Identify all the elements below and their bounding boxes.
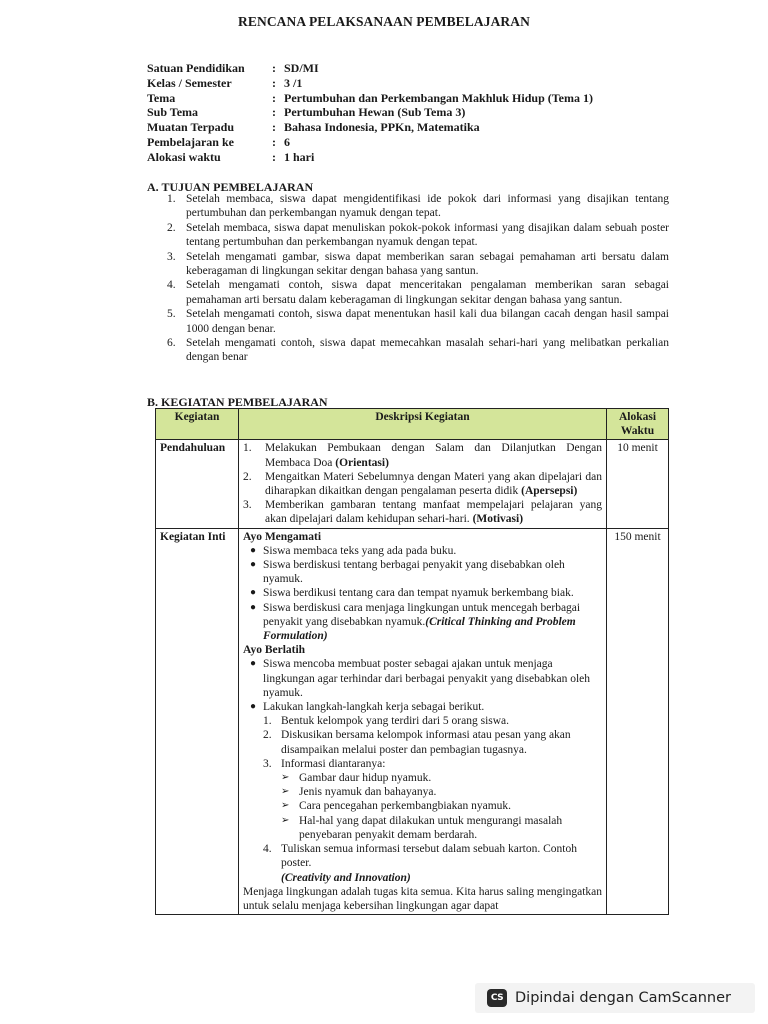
info-text: Hal-hal yang dapat dilakukan untuk mengurangi masalah penyebaran penyakit demam berdarah. — [299, 814, 563, 841]
list-item — [281, 799, 602, 813]
step-text: Informasi diantaranya: — [281, 757, 386, 770]
bullet-icon: ● — [249, 658, 257, 670]
camscanner-watermark — [475, 983, 755, 1013]
inti-description — [239, 528, 607, 914]
goal-text: Setelah mengamati contoh, siswa dapat menentukan hasil kali dua bilangan cacah dengan hasil sampai 1000 dengan benar. — [186, 308, 669, 335]
header-deskripsi: Deskripsi Kegiatan — [239, 409, 607, 440]
identity-key: Kelas / Semester — [147, 75, 232, 90]
goal-number: 3. — [167, 250, 176, 263]
goal-item — [167, 192, 669, 221]
header-kegiatan: Kegiatan — [156, 409, 239, 440]
identity-value: Pertumbuhan dan Perkembangan Makhluk Hidup (Tema 1) — [284, 90, 593, 105]
identity-colon: : — [272, 134, 276, 149]
list-item — [263, 714, 602, 728]
identity-row — [147, 150, 593, 165]
identity-value: Bahasa Indonesia, PPKn, Matematika — [284, 120, 480, 135]
bullet-icon: ● — [249, 587, 257, 599]
ayo-mengamati-heading: Ayo Mengamati — [243, 530, 322, 543]
creativity-tag: (Creativity and Innovation) — [281, 871, 411, 884]
identity-value: 6 — [284, 134, 290, 149]
identity-row — [147, 120, 593, 135]
list-item — [243, 441, 602, 469]
item-text — [263, 586, 602, 600]
item-text — [265, 470, 602, 498]
goal-text: Setelah mengamati contoh, siswa dapat memecahkan masalah sehari-hari yang melibatkan perkalian dengan benar — [186, 337, 669, 364]
step-text: Diskusikan bersama kelompok informasi atau pesan yang akan disampaikan melalui poster dan pembagian tugasnya. — [281, 729, 571, 756]
item-tag: (Orientasi) — [335, 456, 389, 469]
list-item — [243, 498, 602, 526]
goal-item — [167, 278, 669, 307]
identity-block — [147, 61, 593, 165]
goal-number: 4. — [167, 279, 176, 292]
identity-colon: : — [272, 75, 276, 90]
identity-colon: : — [272, 61, 276, 75]
item-body: Memberikan gambaran tentang manfaat mempelajari pelajaran yang akan dipelajari dalam kehidupan sehari-hari. — [265, 499, 602, 526]
identity-colon: : — [272, 149, 276, 164]
activities-table — [155, 408, 669, 915]
identity-colon: : — [272, 105, 276, 120]
item-body: Siswa berdiskusi tentang berbagai penyakit yang disebabkan oleh nyamuk. — [263, 559, 565, 586]
closing-paragraph: Menjaga lingkungan adalah tugas kita semua. Kita harus saling mengingatkan untuk selalu menjaga kebersihan lingkungan agar dapat — [243, 885, 602, 912]
info-text: Jenis nyamuk dan bahayanya. — [299, 786, 437, 799]
bullet-icon: ● — [249, 559, 257, 571]
goal-text: Setelah membaca, siswa dapat mengidentifikasi ide pokok dari informasi yang disajikan tentang pertumbuhan dan perkembangan nyamuk dengan tepat. — [186, 193, 669, 220]
step-number: 2. — [263, 729, 272, 742]
list-item — [263, 757, 602, 771]
pendahuluan-description — [239, 440, 607, 528]
list-item — [243, 558, 602, 586]
critical-thinking-tag: (Critical Thinking and Problem Formulation) — [263, 615, 576, 643]
row-label-inti: Kegiatan Inti — [156, 528, 239, 914]
info-text: Cara pencegahan perkembangbiakan nyamuk. — [299, 800, 512, 813]
goal-item — [167, 336, 669, 365]
item-tag: (Motivasi) — [472, 513, 524, 526]
item-body: Siswa berdikusi tentang cara dan tempat nyamuk berkembang biak. — [263, 587, 574, 600]
identity-colon: : — [272, 120, 276, 135]
list-item: ● Lakukan langkah-langkah kerja sebagai berikut. — [243, 700, 602, 714]
list-item — [243, 544, 602, 558]
item-tag: (Apersepsi) — [521, 485, 578, 498]
identity-key: Satuan Pendidikan — [147, 61, 245, 75]
arrow-bullet-icon: ➢ — [281, 772, 290, 784]
item-text — [263, 558, 602, 586]
header-alokasi: Alokasi Waktu — [607, 409, 669, 440]
identity-key: Pembelajaran ke — [147, 134, 234, 149]
item-number: 2. — [243, 470, 252, 483]
goal-item — [167, 307, 669, 336]
goal-text: Setelah mengamati gambar, siswa dapat memberikan saran sebagai pemahaman arti bersatu dalam keberagaman di lingkungan sekitar dengan bahasa yang santun. — [186, 250, 669, 278]
list-item: 4. Tuliskan semua informasi tersebut dalam sebuah karton. Contoh poster. — [263, 843, 577, 870]
table-row — [156, 440, 669, 528]
item-number: 1. — [243, 442, 252, 455]
bullet-icon: ● — [249, 601, 257, 613]
page-title: RENCANA PELAKSANAAN PEMBELAJARAN — [238, 14, 530, 29]
table-row — [156, 528, 669, 914]
list-item — [243, 470, 602, 498]
bullet-icon: ● — [249, 701, 257, 713]
goal-number: 1. — [167, 193, 176, 205]
identity-row — [147, 135, 593, 150]
step-number: 3. — [263, 757, 272, 770]
list-item — [263, 728, 602, 756]
list-item: ● Siswa mencoba membuat poster sebagai ajakan untuk menjaga lingkungan agar terhindar dari berbagai penyakit yang disebabkan oleh nyamuk. — [243, 657, 602, 700]
goal-number: 5. — [167, 308, 176, 321]
identity-row — [147, 76, 593, 91]
goal-text: Setelah mengamati contoh, siswa dapat menceritakan pengalaman memberikan saran sebagai pemahaman arti bersatu dalam keberagaman di lingkungan sekitar dengan bahasa yang santun. — [186, 279, 669, 306]
item-body: Mengaitkan Materi Sebelumnya dengan Materi yang akan dipelajari dan diharapkan dikaitkan dengan pengalaman peserta didik — [265, 470, 602, 498]
arrow-bullet-icon: ➢ — [281, 786, 290, 798]
pendahuluan-time: 10 menit — [607, 440, 669, 528]
item-body: Melakukan Pembukaan dengan Salam dan Dilanjutkan Dengan Membaca Doa — [265, 442, 602, 469]
arrow-bullet-icon: ➢ — [281, 800, 290, 812]
row-label-pendahuluan: Pendahuluan — [156, 440, 239, 528]
identity-value: SD/MI — [284, 61, 319, 75]
item-text — [263, 544, 602, 558]
identity-row — [147, 105, 593, 120]
section-b-heading: B. KEGIATAN PEMBELAJARAN — [147, 395, 328, 409]
identity-value: Pertumbuhan Hewan (Sub Tema 3) — [284, 105, 466, 120]
identity-key: Sub Tema — [147, 105, 199, 120]
item-text — [265, 441, 602, 469]
bullet-icon: ● — [249, 544, 257, 556]
item-number: 3. — [243, 499, 252, 512]
section-a-heading: A. TUJUAN PEMBELAJARAN — [147, 180, 314, 194]
item-text — [263, 601, 602, 644]
list-item — [281, 785, 602, 799]
ayo-berlatih-heading: Ayo Berlatih — [243, 644, 306, 657]
identity-key: Alokasi waktu — [147, 149, 221, 164]
step-text: Bentuk kelompok yang terdiri dari 5 orang siswa. — [281, 715, 510, 728]
table-header-row — [156, 409, 669, 440]
item-text — [265, 498, 602, 526]
goals-list — [167, 192, 669, 365]
identity-colon: : — [272, 90, 276, 105]
inti-time: 150 menit — [607, 528, 669, 914]
identity-value: 1 hari — [284, 149, 315, 164]
list-item — [243, 586, 602, 600]
arrow-bullet-icon: ➢ — [281, 814, 290, 826]
item-body: Siswa membaca teks yang ada pada buku. — [263, 544, 457, 557]
identity-key: Muatan Terpadu — [147, 120, 235, 135]
info-text: Gambar daur hidup nyamuk. — [299, 772, 432, 785]
camscanner-logo-icon: CS — [487, 989, 507, 1007]
identity-row — [147, 61, 593, 76]
list-item — [243, 601, 602, 644]
goal-number: 6. — [167, 337, 176, 350]
goal-item — [167, 250, 669, 279]
camscanner-label: Dipindai dengan CamScanner — [515, 990, 732, 1006]
item-body: Siswa berdiskusi cara menjaga lingkungan untuk mencegah berbagai penyakit yang disebabkan nyamuk. — [263, 601, 581, 628]
list-item — [281, 771, 602, 785]
identity-value: 3 /1 — [284, 75, 303, 90]
goal-number: 2. — [167, 221, 176, 234]
identity-row — [147, 91, 593, 106]
goal-item — [167, 221, 669, 250]
goal-text: Setelah membaca, siswa dapat menuliskan pokok-pokok informasi yang disajikan dalam sebuah poster tentang pertumbuhan dan perkembangan nyamuk dengan tepat. — [186, 221, 669, 249]
identity-key: Tema — [147, 90, 176, 105]
list-item — [281, 814, 602, 842]
step-number: 1. — [263, 715, 272, 728]
